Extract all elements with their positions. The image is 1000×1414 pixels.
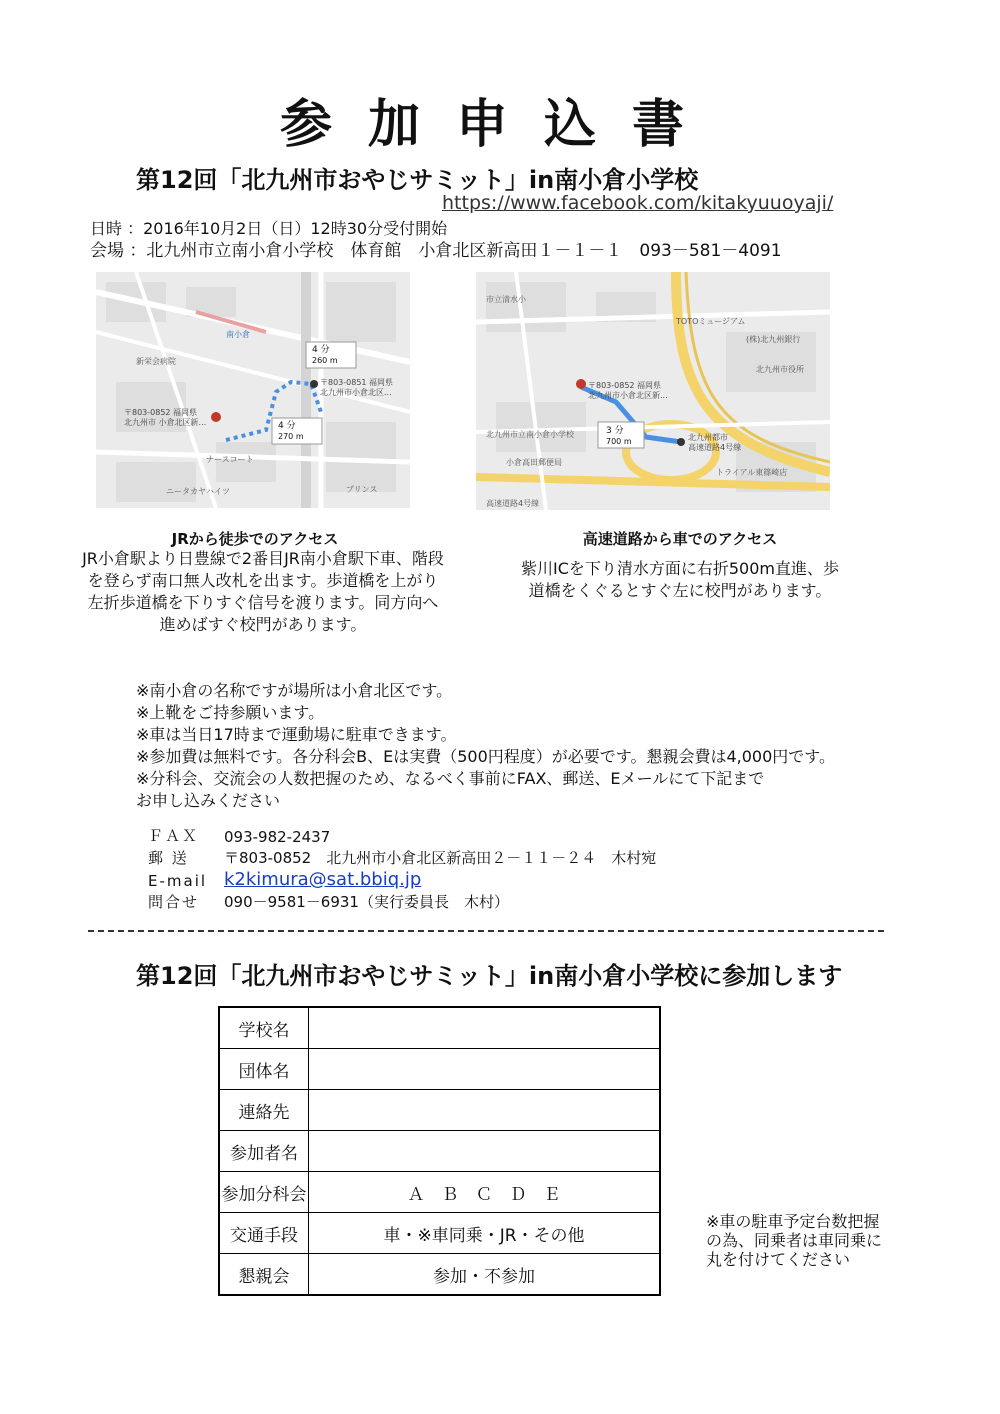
svg-text:北九州市小倉北区新...: 北九州市小倉北区新... bbox=[588, 391, 668, 400]
driving-route-map bbox=[476, 272, 830, 510]
contact-post-row bbox=[148, 846, 656, 868]
table-row bbox=[219, 1172, 660, 1213]
facebook-link[interactable]: https://www.facebook.com/kitakyuuoyaji/ bbox=[442, 192, 834, 214]
ic-pin-icon bbox=[677, 438, 685, 446]
field-label-contact: 連絡先 bbox=[219, 1090, 309, 1131]
note-item: ※車は当日17時まで運動場に駐車できます。 bbox=[136, 725, 457, 744]
svg-text:北九州市立南小倉小学校: 北九州市立南小倉小学校 bbox=[486, 430, 574, 439]
page-title: 参加申込書 bbox=[279, 95, 720, 155]
contact-mail-row bbox=[148, 868, 656, 890]
driving-map-graphic bbox=[476, 272, 830, 510]
svg-text:トライアル東篠崎店: トライアル東篠崎店 bbox=[716, 468, 788, 477]
fax-number: 093-982-2437 bbox=[224, 828, 331, 846]
svg-text:ナースコート: ナースコート bbox=[206, 455, 254, 464]
table-row bbox=[219, 1254, 660, 1296]
walking-map-graphic bbox=[96, 272, 410, 508]
walk-time-2: 4 分 bbox=[278, 421, 296, 431]
field-label-transport: 交通手段 bbox=[219, 1213, 309, 1254]
table-row bbox=[219, 1049, 660, 1090]
svg-text:プリンス: プリンス bbox=[346, 485, 378, 494]
participant-name-field[interactable] bbox=[309, 1131, 661, 1172]
email-link[interactable]: k2kimura@sat.bbiq.jp bbox=[224, 869, 422, 890]
event-venue: 会場 ：北九州市立南小倉小学校 体育館 小倉北区新高田１－１－１ 093－581－4091 bbox=[90, 241, 782, 261]
contact-field[interactable] bbox=[309, 1090, 661, 1131]
walk-access-body: JR小倉駅より日豊線で2番目JR南小倉駅下車、階段を登らず南口無人改札を出ます。歩道橋を上がり左折歩道橋を下りすぐ信号を渡ります。同方向へ進めばすぐ校門があります。 bbox=[82, 549, 444, 634]
post-label: 郵 送 bbox=[148, 849, 189, 867]
mail-label: E-mail bbox=[148, 872, 208, 890]
contact-fax-row bbox=[148, 824, 656, 846]
walking-route-map bbox=[96, 272, 410, 508]
svg-text:〒803-0852 福岡県: 〒803-0852 福岡県 bbox=[124, 408, 198, 417]
session-choice-field[interactable]: Ａ Ｂ Ｃ Ｄ Ｅ bbox=[309, 1172, 661, 1213]
application-form-table bbox=[218, 1006, 661, 1296]
contact-inquiry-row bbox=[148, 890, 656, 912]
inquiry-phone: 090－9581－6931（実行委員長 木村） bbox=[224, 893, 509, 911]
svg-text:北九州都市: 北九州都市 bbox=[688, 433, 728, 442]
station-pin-icon bbox=[310, 380, 318, 388]
event-date: 日時 ：2016年10月2日（日）12時30分受付開始 bbox=[90, 219, 448, 238]
svg-text:北九州市役所: 北九州市役所 bbox=[756, 365, 804, 374]
note-item: ※上靴をご持参願います。 bbox=[136, 703, 325, 722]
form-title: 第12回「北九州市おやじサミット」in南小倉小学校に参加します bbox=[136, 962, 843, 990]
transport-choice-field[interactable]: 車・※車同乗・JR・その他 bbox=[309, 1213, 661, 1254]
event-subtitle: 第12回「北九州市おやじサミット」in南小倉小学校 bbox=[136, 166, 699, 194]
svg-text:南小倉: 南小倉 bbox=[226, 330, 250, 339]
cut-line-divider bbox=[88, 930, 884, 932]
svg-text:ニータカヤハイツ: ニータカヤハイツ bbox=[166, 487, 230, 496]
svg-text:(株)北九州銀行: (株)北九州銀行 bbox=[746, 335, 801, 344]
svg-text:高速道路4号線: 高速道路4号線 bbox=[688, 443, 742, 452]
school-pin-icon bbox=[211, 412, 221, 422]
field-label-group: 団体名 bbox=[219, 1049, 309, 1090]
table-row bbox=[219, 1007, 660, 1049]
walk-dist-1: 260 m bbox=[312, 356, 338, 365]
inquiry-label: 問合せ bbox=[148, 893, 200, 911]
walk-time-1: 4 分 bbox=[312, 345, 330, 355]
school-pin-icon bbox=[576, 379, 586, 389]
drive-time: 3 分 bbox=[606, 426, 624, 436]
note-item: ※参加費は無料です。各分科会B、Eは実費（500円程度）が必要です。懇親会費は4,000円です。 bbox=[136, 747, 835, 766]
walk-dist-2: 270 m bbox=[278, 432, 304, 441]
note-item: ※分科会、交流会の人数把握のため、なるべく事前にFAX、郵送、Eメールにて下記まで bbox=[136, 769, 765, 788]
car-access-title: 高速道路から車でのアクセス bbox=[582, 530, 778, 548]
table-row bbox=[219, 1090, 660, 1131]
svg-text:高速道路4号線: 高速道路4号線 bbox=[486, 499, 540, 508]
party-choice-field[interactable]: 参加・不参加 bbox=[309, 1254, 661, 1296]
svg-text:〒803-0851 福岡県: 〒803-0851 福岡県 bbox=[320, 378, 394, 387]
table-row bbox=[219, 1131, 660, 1172]
group-name-field[interactable] bbox=[309, 1049, 661, 1090]
field-label-participant: 参加者名 bbox=[219, 1131, 309, 1172]
note-item: お申し込みください bbox=[136, 791, 281, 810]
parking-side-note: ※車の駐車予定台数把握の為、同乗者は車同乗に丸を付けてください bbox=[706, 1212, 883, 1269]
svg-text:小倉高田郵便局: 小倉高田郵便局 bbox=[506, 458, 562, 467]
svg-text:TOTOミュージアム: TOTOミュージアム bbox=[676, 317, 746, 326]
field-label-session: 参加分科会 bbox=[219, 1172, 309, 1213]
field-label-school: 学校名 bbox=[219, 1007, 309, 1049]
post-address: 〒803-0852 北九州市小倉北区新高田２－１１－２４ 木村宛 bbox=[224, 849, 657, 867]
car-access-body: 紫川ICを下り清水方面に右折500m直進、歩道橋をくぐるとすぐ左に校門があります。 bbox=[520, 559, 840, 600]
contact-block bbox=[148, 824, 656, 912]
drive-dist: 700 m bbox=[606, 437, 632, 446]
svg-text:北九州市小倉北区...: 北九州市小倉北区... bbox=[320, 388, 392, 397]
notes-list bbox=[136, 680, 835, 812]
school-name-field[interactable] bbox=[309, 1007, 661, 1049]
field-label-party: 懇親会 bbox=[219, 1254, 309, 1296]
svg-text:新栄会病院: 新栄会病院 bbox=[136, 357, 176, 366]
fax-label: ＦＡＸ bbox=[148, 827, 200, 845]
table-row bbox=[219, 1213, 660, 1254]
note-item: ※南小倉の名称ですが場所は小倉北区です。 bbox=[136, 681, 453, 700]
walk-access-title: JRから徒歩でのアクセス bbox=[171, 530, 339, 548]
svg-text:北九州市 小倉北区新...: 北九州市 小倉北区新... bbox=[124, 418, 207, 427]
svg-text:市立清水小: 市立清水小 bbox=[486, 295, 526, 304]
svg-text:〒803-0852 福岡県: 〒803-0852 福岡県 bbox=[588, 381, 662, 390]
